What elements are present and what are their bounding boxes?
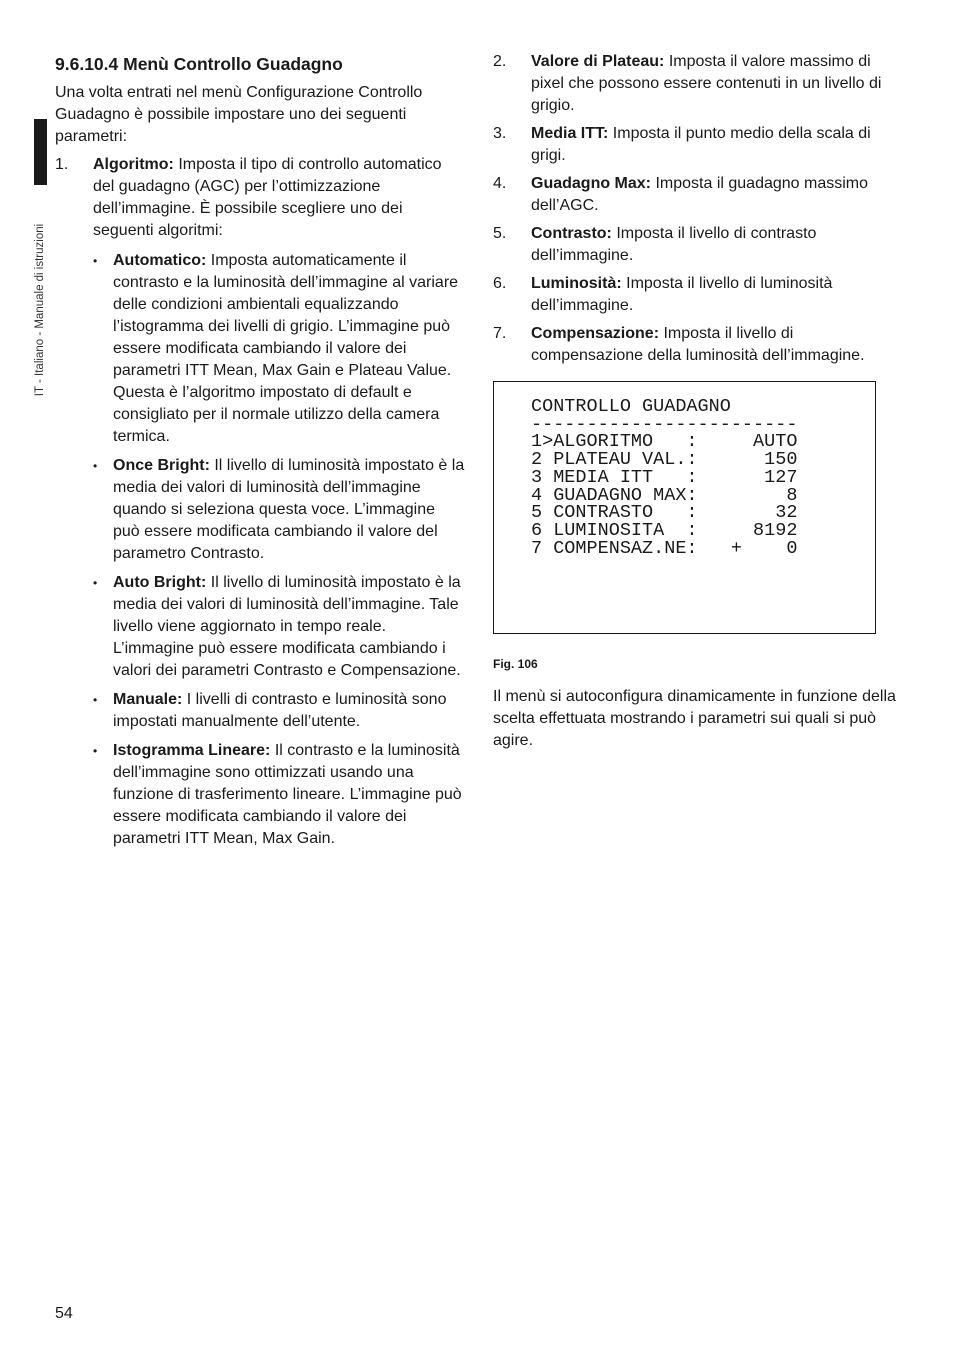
item-term: Media ITT:: [531, 125, 609, 142]
numbered-item-media-itt: [493, 123, 903, 167]
item-term: Luminosità:: [531, 275, 622, 292]
outro-paragraph: Il menù si autoconfigura dinamicamente in funzione della scelta effettuata mostrando i parametri sui quali si può agire.: [493, 688, 896, 749]
figure-caption: Fig. 106: [493, 657, 538, 671]
list-item: [93, 455, 465, 565]
item-number: 1.: [55, 156, 69, 173]
item-term: Contrasto:: [531, 225, 612, 242]
osd-line-separator: ------------------------: [531, 413, 798, 435]
bullet-text: Il contrasto e la luminosità dell’immagine sono ottimizzati usando una funzione di trasferimento lineare. L’immagine può essere modificata cambiando il valore dei parametri ITT Mean, Max Gain.: [113, 742, 462, 847]
osd-line-contrasto: 5 CONTRASTO : 32: [531, 502, 798, 524]
item-term: Guadagno Max:: [531, 175, 652, 192]
item-term: Algoritmo:: [93, 156, 174, 173]
bullet-text: Il livello di luminosità impostato è la media dei valori di luminosità dell’immagine quando si seleziona questa voce. L’immagine può essere modificata cambiando il valore del parametro Contrasto.: [113, 457, 465, 562]
numbered-item-luminosita: [493, 273, 903, 317]
list-item: [93, 572, 465, 682]
item-text: Imposta il livello di contrasto dell’immagine.: [531, 225, 817, 264]
osd-line-guadagno-max: 4 GUADAGNO MAX: 8: [531, 484, 798, 506]
item-text: Imposta il guadagno massimo dell’AGC.: [531, 175, 869, 214]
osd-menu-figure: [493, 381, 876, 634]
osd-line-plateau: 2 PLATEAU VAL.: 150: [531, 449, 798, 471]
osd-menu-text: [531, 398, 875, 557]
item-text: Imposta il livello di luminosità dell’immagine.: [531, 275, 833, 314]
osd-line-algoritmo: 1>ALGORITMO : AUTO: [531, 431, 798, 453]
right-column: [493, 51, 903, 752]
item-number: 2.: [493, 53, 507, 70]
bullet-term: Manuale:: [113, 691, 183, 708]
item-text: Imposta il livello di compensazione della luminosità dell’immagine.: [531, 325, 865, 364]
list-item: [93, 250, 465, 448]
numbered-item-guadagno-max: [493, 173, 903, 217]
bullet-text: Imposta automaticamente il contrasto e la luminosità dell’immagine al variare delle condizioni ambientali equalizzando l’istogramma dei livelli di grigio. L’immagine può essere modificata cambiando il valore dei parametri ITT Mean, Max Gain e Plateau Value. Questa è l’algoritmo impostato di default e consigliato per il normale utilizzo della camera termica.: [113, 252, 459, 445]
side-tab-label: IT - Italiano - Manuale di istruzioni: [34, 223, 46, 397]
item-term: Valore di Plateau:: [531, 53, 665, 70]
bullet-text: Il livello di luminosità impostato è la media dei valori di luminosità dell’immagine. Tale livello viene aggiornato in tempo reale. L’immagine può essere modificata cambiando i valori dei parametri Contrasto e Compensazione.: [113, 574, 461, 679]
item-number: 5.: [493, 225, 507, 242]
osd-line-title: CONTROLLO GUADAGNO: [531, 396, 731, 417]
osd-line-luminosita: 6 LUMINOSITA : 8192: [531, 519, 798, 541]
item-number: 7.: [493, 325, 507, 342]
algorithm-list: [93, 250, 465, 850]
item-number: 6.: [493, 275, 507, 292]
item-text: Imposta il tipo di controllo automatico del guadagno (AGC) per l’ottimizzazione dell’immagine. È possibile scegliere uno dei seguenti algoritmi:: [93, 156, 442, 239]
item-term: Compensazione:: [531, 325, 660, 342]
bullet-text: I livelli di contrasto e luminosità sono impostati manualmente dell’utente.: [113, 691, 447, 730]
item-text: Imposta il punto medio della scala di grigi.: [531, 125, 871, 164]
item-number: 3.: [493, 125, 507, 142]
numbered-item-algoritmo: [55, 154, 465, 850]
numbered-item-compensazione: [493, 323, 903, 367]
bullet-term: Automatico:: [113, 252, 207, 269]
numbered-item-contrasto: [493, 223, 903, 267]
item-number: 4.: [493, 175, 507, 192]
bullet-icon: •: [93, 254, 98, 268]
item-text: Imposta il valore massimo di pixel che possono essere contenuti in un livello di grigio.: [531, 53, 882, 114]
numbered-item-plateau: [493, 51, 903, 117]
side-tab-marker: [34, 119, 47, 185]
page-number: 54: [55, 1305, 73, 1322]
osd-line-media-itt: 3 MEDIA ITT : 127: [531, 466, 798, 488]
bullet-term: Once Bright:: [113, 457, 210, 474]
intro-paragraph: Una volta entrati nel menù Configurazione Controllo Guadagno è possibile impostare uno dei seguenti parametri:: [55, 84, 423, 145]
bullet-icon: •: [93, 744, 98, 758]
bullet-term: Auto Bright:: [113, 574, 207, 591]
bullet-icon: •: [93, 576, 98, 590]
list-item: [93, 740, 465, 850]
left-column: [55, 52, 465, 857]
bullet-icon: •: [93, 459, 98, 473]
section-title: 9.6.10.4 Menù Controllo Guadagno: [55, 54, 343, 74]
osd-line-compensazione: 7 COMPENSAZ.NE: + 0: [531, 537, 798, 559]
bullet-icon: •: [93, 693, 98, 707]
list-item: [93, 689, 465, 733]
bullet-term: Istogramma Lineare:: [113, 742, 271, 759]
